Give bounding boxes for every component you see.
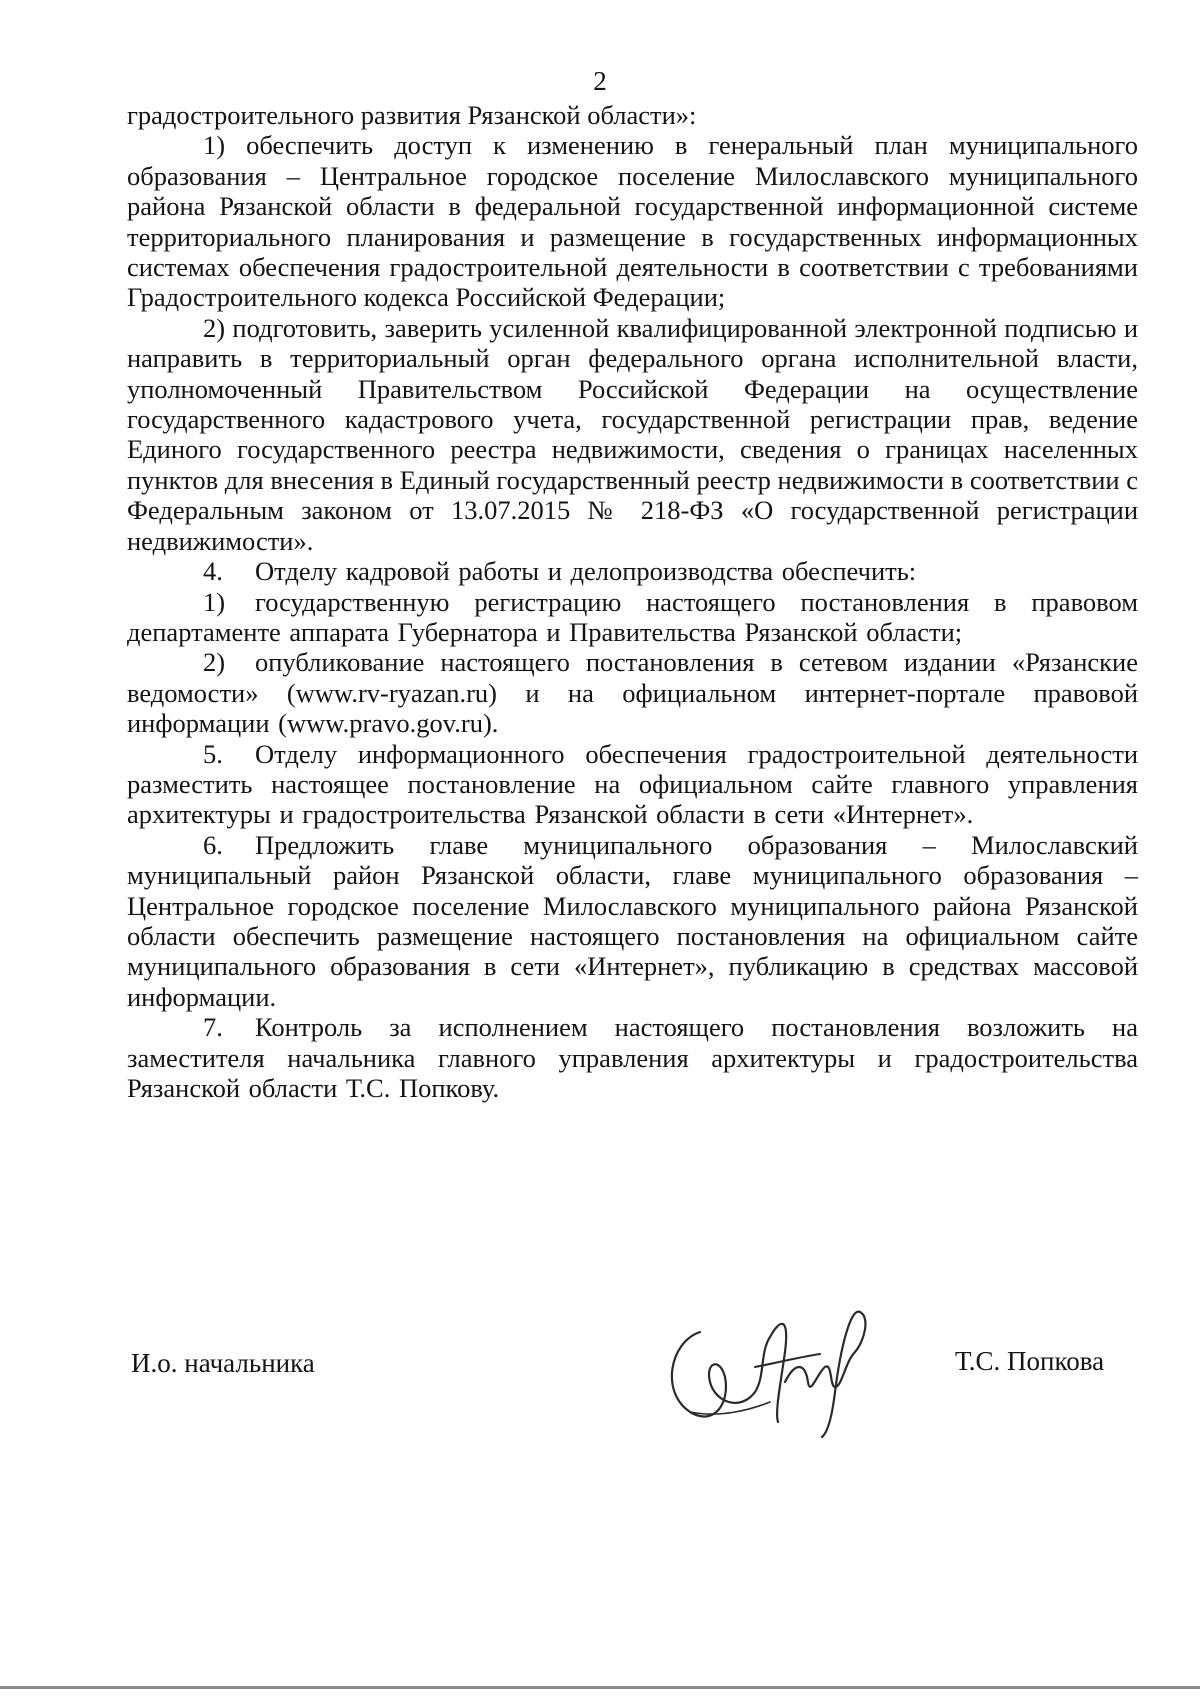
item-number: 2) [203,647,226,678]
paragraph-text: Контроль за исполнением настоящего постановления возложить на заместителя начальника главного управления архитектуры и градостроительства Рязанской области Т.С. Попкову. [127,1012,1138,1103]
signatory-position: И.о. начальника [131,1348,315,1378]
paragraph-text: государственную регистрацию настоящего постановления в правовом департаменте аппарата Губернатора и Правительства Рязанской области; [127,586,1138,647]
paragraph-text: Отделу кадровой работы и делопроизводства обеспечить: [255,556,917,587]
item-number: 7. [203,1012,223,1043]
paragraph-text: опубликование настоящего постановления в сетевом издании «Рязанские ведомости» (www.rv-ryazan.ru) и на официальном интернет-портале правовой информации (www.pravo.gov.ru). [127,647,1138,739]
signature-block [0,1320,1200,1440]
paragraph-item-5 [127,739,1138,830]
page-number: 2 [593,66,607,96]
paragraph-item-6 [127,830,1138,1012]
paragraph-item-4 [127,556,1138,586]
scan-edge-line [0,1686,1200,1689]
item-number: 6. [203,829,223,860]
signatory-name: Т.С. Попкова [955,1346,1105,1376]
paragraph-text: Предложить главе муниципального образования – Милославский муниципальный район Рязанской области, главе муниципального образования – Центральное городское поселение Милославского муниципального района Рязанской области обеспечить размещение настоящего постановления на официальном сайте муниципального образования в сети «Интернет», публикацию в средствах массовой информации. [127,829,1138,1012]
item-number: 5. [203,738,223,769]
paragraph-item-4-1 [127,587,1138,648]
paragraph-continuation: градостроительного развития Рязанской области»: [127,100,697,130]
handwritten-signature [660,1292,900,1442]
item-number: 1) [203,586,226,617]
paragraph-item-7 [127,1012,1138,1103]
paragraph-text: Отделу информационного обеспечения градостроительной деятельности разместить настоящее постановление на официальном сайте главного управления архитектуры и градостроительства Рязанской области в сети «Интернет». [127,738,1138,830]
document-body [127,100,1138,1103]
item-number: 4. [203,556,223,587]
paragraph-subitem-2: 2) подготовить, заверить усиленной квалифицированной электронной подписью и направить в территориальный орган федерального органа исполнительной власти, уполномоченный Правительством Российской Федерации на осуществление государственного кадастрового учета, государственной регистрации прав, ведение Единого государственного реестра недвижимости, сведения о границах населенных пунктов для внесения в Единый государственный реестр недвижимости в соответствии с Федеральным законом от 13.07.2015 № 218-ФЗ «О государственной регистрации недвижимости». [127,312,1138,556]
paragraph-subitem-1: 1) обеспечить доступ к изменению в генеральный план муниципального образования – Центральное городское поселение Милославского муниципального района Рязанской области в федеральной государственной информационной системе территориального планирования и размещение в государственных информационных системах обеспечения градостроительной деятельности в соответствии с требованиями Градостроительного кодекса Российской Федерации; [127,130,1138,313]
paragraph-item-4-2 [127,647,1138,738]
